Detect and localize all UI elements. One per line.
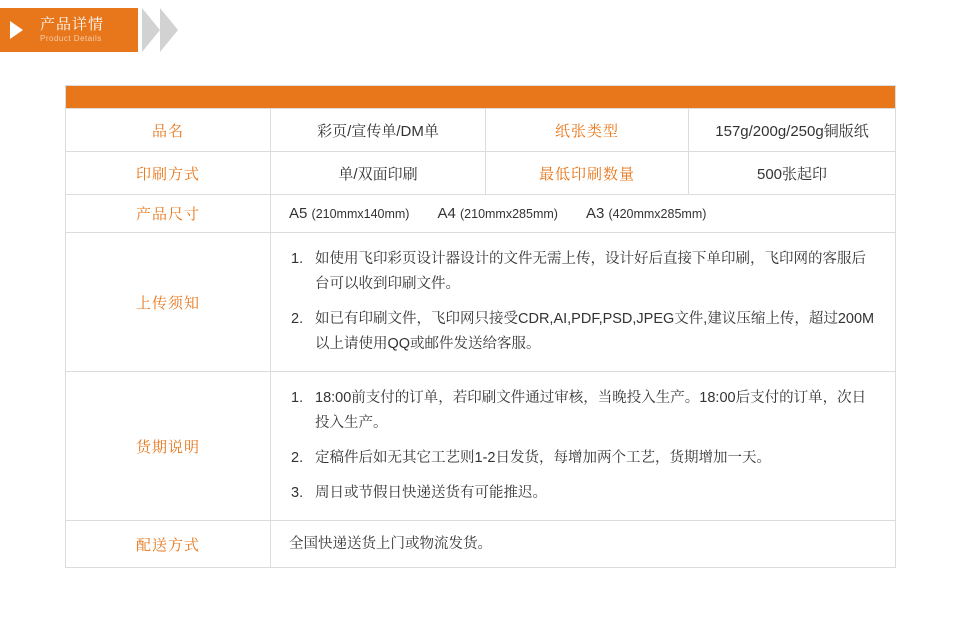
chevron-right-icon	[160, 8, 182, 52]
size-name: A3	[585, 205, 605, 222]
table-row-shipping	[66, 521, 896, 568]
size-dimensions: (210mmx285mm)	[460, 207, 558, 221]
page-header	[0, 0, 960, 60]
table-top-accent-bar	[66, 86, 896, 109]
table-row-delivery-time	[66, 372, 896, 521]
row-label-upload-notice: 上传须知	[66, 233, 271, 372]
row-value-upload-notice	[271, 233, 896, 372]
size-dimensions: (420mmx285mm)	[608, 207, 707, 221]
row-value-min-quantity: 500张起印	[689, 152, 896, 195]
spec-table	[65, 85, 896, 568]
size-item	[289, 205, 409, 222]
row-value-product-size	[271, 195, 896, 233]
spec-table-container	[65, 85, 895, 568]
size-name: A5	[289, 205, 308, 222]
row-label-paper-type: 纸张类型	[486, 109, 689, 152]
table-row-upload	[66, 233, 896, 372]
section-title-tab	[0, 8, 138, 52]
row-value-product-name: 彩页/宣传单/DM单	[271, 109, 486, 152]
delivery-time-list	[271, 372, 895, 520]
row-label-print-method: 印刷方式	[66, 152, 271, 195]
page-subtitle: Product Details	[40, 34, 102, 43]
row-value-paper-type: 157g/200g/250g铜版纸	[689, 109, 896, 152]
table-row-size	[66, 195, 896, 233]
size-item	[437, 205, 557, 222]
list-item: 18:00前支付的订单，若印刷文件通过审核，当晚投入生产。18:00后支付的订单，次日投入生产。	[315, 390, 867, 431]
row-label-min-quantity: 最低印刷数量	[486, 152, 689, 195]
list-item: 定稿件后如无其它工艺则1-2日发货，每增加两个工艺，货期增加一天。	[315, 450, 771, 466]
play-arrow-icon	[10, 21, 23, 39]
row-value-shipping-method	[271, 521, 896, 568]
table-row	[66, 152, 896, 195]
size-item	[586, 205, 706, 222]
accent-bar-cell	[66, 86, 896, 109]
list-item: 周日或节假日快递送货有可能推迟。	[315, 485, 547, 501]
row-label-shipping-method: 配送方式	[66, 521, 271, 568]
row-value-print-method: 单/双面印刷	[271, 152, 486, 195]
size-dimensions: (210mmx140mm)	[311, 207, 410, 221]
row-label-product-name: 品名	[66, 109, 271, 152]
row-label-delivery-time: 货期说明	[66, 372, 271, 521]
page-title: 产品详情	[40, 16, 105, 33]
row-label-product-size: 产品尺寸	[66, 195, 271, 233]
size-name: A4	[437, 205, 456, 222]
table-row	[66, 109, 896, 152]
shipping-method-text: 全国快递送货上门或物流发货。	[289, 536, 492, 552]
list-item: 如已有印刷文件，飞印网只接受CDR,AI,PDF,PSD,JPEG文件,建议压缩上传，超过200M以上请使用QQ或邮件发送给客服。	[315, 311, 875, 352]
upload-notice-list	[271, 233, 895, 371]
row-value-delivery-time	[271, 372, 896, 521]
list-item: 如使用飞印彩页设计器设计的文件无需上传，设计好后直接下单印刷，飞印网的客服后台可以收到印刷文件。	[315, 251, 866, 292]
